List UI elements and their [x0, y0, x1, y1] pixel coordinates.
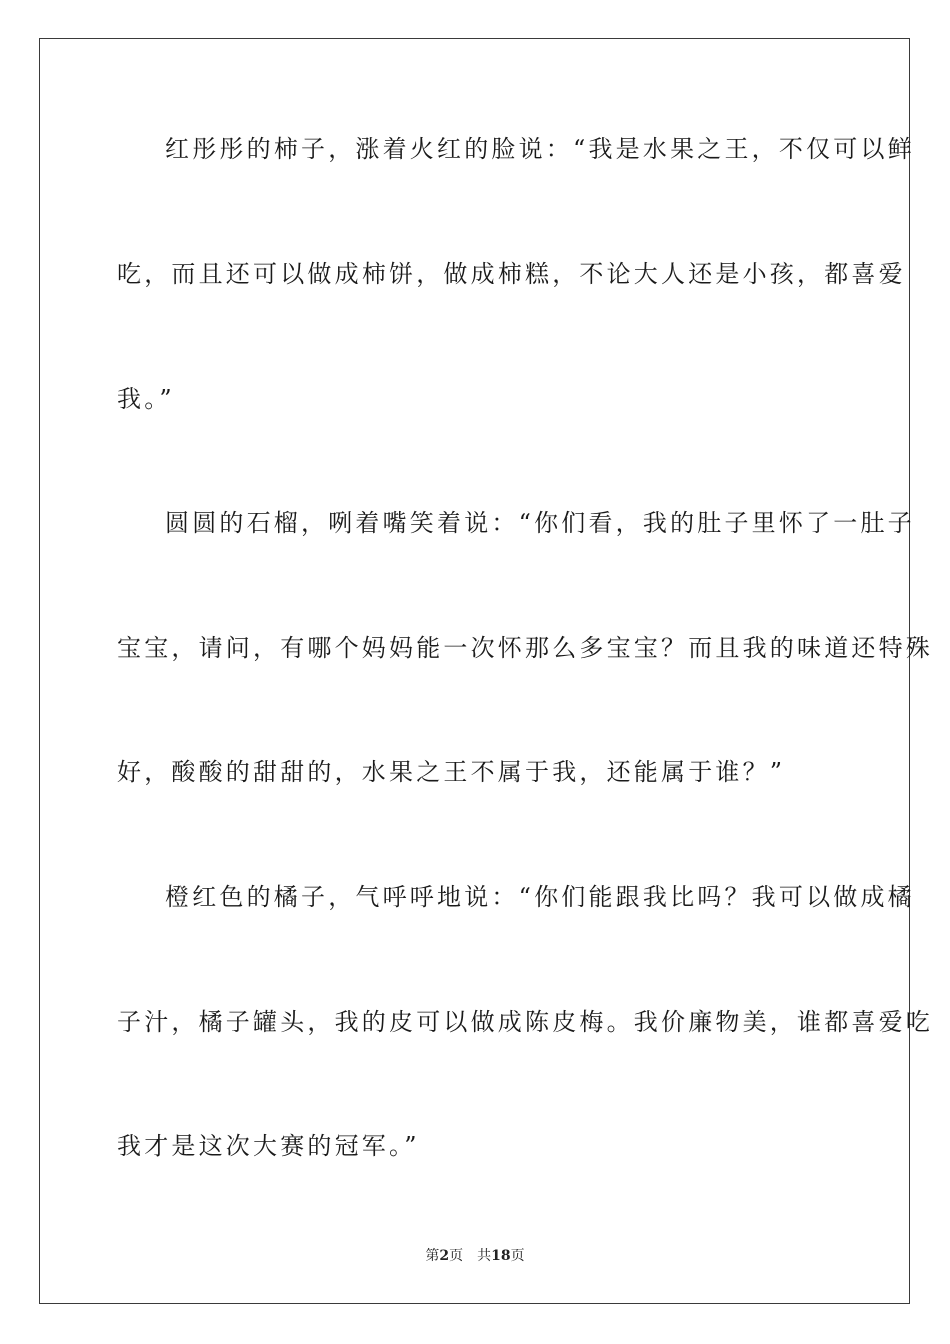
page-suffix: 页 [449, 1248, 464, 1264]
paragraph-2-line-3: 好，酸酸的甜甜的，水果之王不属于我，还能属于谁？” [117, 758, 786, 786]
paragraph-1-line-1: 红彤彤的柿子，涨着火红的脸说：“我是水果之王，不仅可以鲜 [165, 135, 915, 163]
page-indicator [425, 1248, 463, 1264]
page-footer [0, 1247, 950, 1265]
paragraph-3-line-3: 我才是这次大赛的冠军。” [117, 1132, 420, 1160]
paragraph-3-line-1: 橙红色的橘子，气呼呼地说：“你们能跟我比吗？我可以做成橘 [165, 883, 915, 911]
page-number: 2 [439, 1248, 450, 1264]
paragraph-2-line-2: 宝宝，请问，有哪个妈妈能一次怀那么多宝宝？而且我的味道还特殊 [117, 634, 933, 662]
total-suffix: 页 [510, 1248, 525, 1264]
page-prefix: 第 [425, 1248, 440, 1264]
page-border [39, 38, 933, 1304]
paragraph-1-line-2: 吃，而且还可以做成柿饼，做成柿糕，不论大人还是小孩，都喜爱 [117, 260, 906, 288]
paragraph-1-line-3: 我。” [117, 385, 175, 413]
paragraph-2-line-1: 圆圆的石榴，咧着嘴笑着说：“你们看，我的肚子里怀了一肚子 [165, 509, 915, 537]
total-pages: 18 [491, 1248, 511, 1264]
total-pages-indicator [477, 1248, 524, 1264]
total-prefix: 共 [477, 1248, 492, 1264]
paragraph-3-line-2: 子汁，橘子罐头，我的皮可以做成陈皮梅。我价廉物美，谁都喜爱吃 [117, 1008, 933, 1036]
